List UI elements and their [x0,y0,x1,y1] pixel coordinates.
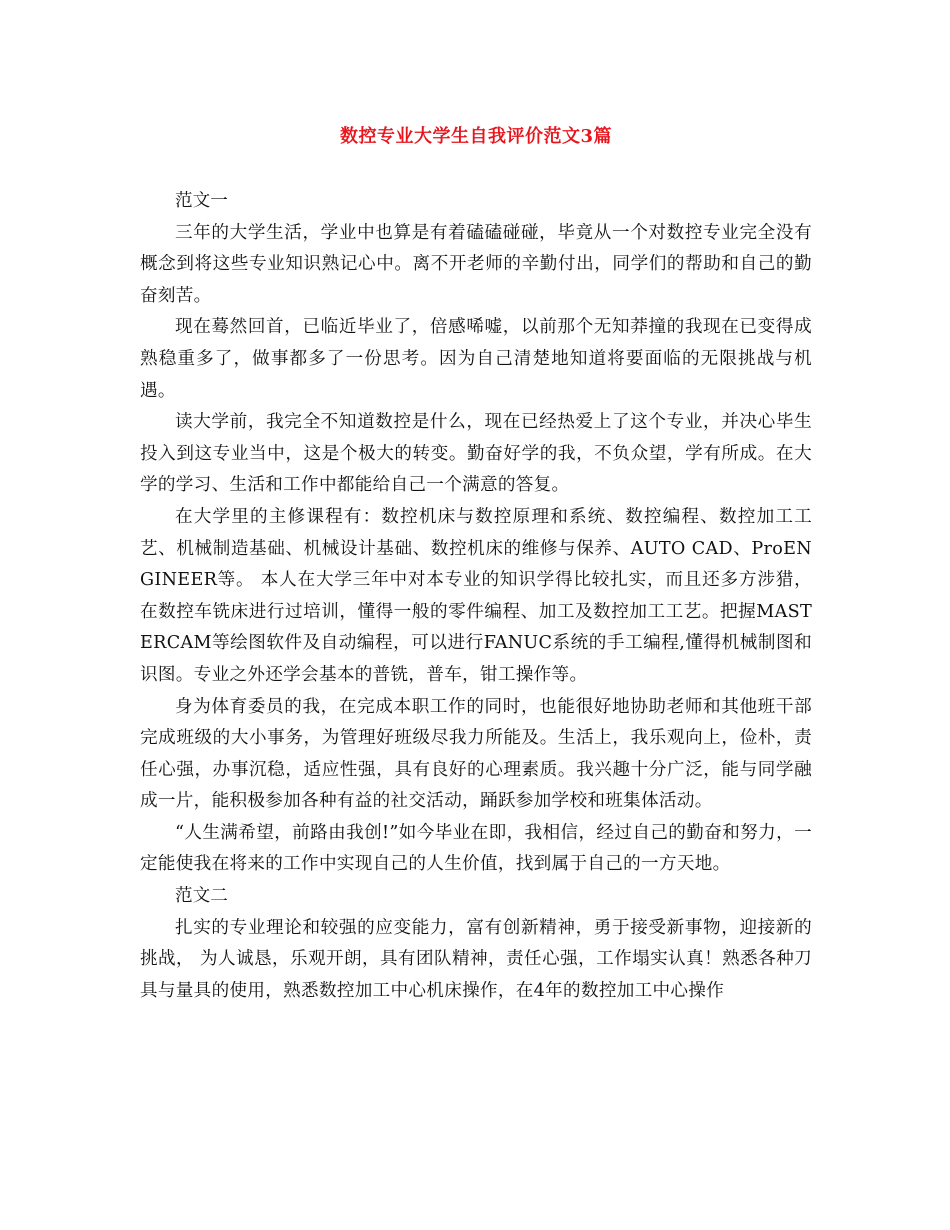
section-heading-1: 范文一 [175,191,228,211]
section-heading-2: 范文二 [175,886,228,907]
paragraph: 身为体育委员的我，在完成本职工作的同时，也能很好地协助老师和其他班干部完成班级的大小事务，为管理好班级尽我力所能及。生活上，我乐观向上，俭朴，责任心强，办事沉稳，适应性强，具有良好的心理素质。我兴趣十分广泛，能与同学融成一片，能积极参加各种有益的社交活动，踊跃参加学校和班集体活动。 [140,696,812,812]
paragraph: 现在蓦然回首，已临近毕业了，倍感唏嘘，以前那个无知莽撞的我现在已变得成熟稳重多了，做事都多了一份思考。因为自己清楚地知道将要面临的无限挑战与机遇。 [140,317,812,401]
paragraph: 在大学里的主修课程有：数控机床与数控原理和系统、数控编程、数控加工工艺、机械制造基础、机械设计基础、数控机床的维修与保养、AUTO CAD、ProENGINEER等。 本人在大学三年中对本专业的知识学得比较扎实，而且还多方涉猎，在数控车铣床进行过培训，懂得一般的零件编程、加工及数控加工工艺。把握MASTERCAM等绘图软件及自动编程，可以进行FANUC系统的手工编程,懂得机械制图和识图。专业之外还学会基本的普铣，普车，钳工操作等。 [140,506,812,685]
document-body [140,186,812,1007]
paragraph: 扎实的专业理论和较强的应变能力，富有创新精神，勇于接受新事物，迎接新的挑战， 为人诚恳，乐观开朗，具有团队精神，责任心强，工作塌实认真！熟悉各种刀具与量具的使用，熟悉数控加工中心机床操作，在4年的数控加工中心操作 [140,917,812,1001]
paragraph: 读大学前，我完全不知道数控是什么，现在已经热爱上了这个专业，并决心毕生投入到这专业当中，这是个极大的转变。勤奋好学的我，不负众望，学有所成。在大学的学习、生活和工作中都能给自己一个满意的答复。 [140,412,812,496]
paragraph: “人生满希望，前路由我创!”如今毕业在即，我相信，经过自己的勤奋和努力，一定能使我在将来的工作中实现自己的人生价值，找到属于自己的一方天地。 [140,822,812,875]
document-title: 数控专业大学生自我评价范文3篇 [339,126,613,147]
paragraph: 三年的大学生活，学业中也算是有着磕磕碰碰，毕竟从一个对数控专业完全没有概念到将这些专业知识熟记心中。离不开老师的辛勤付出，同学们的帮助和自己的勤奋刻苦。 [140,222,812,306]
